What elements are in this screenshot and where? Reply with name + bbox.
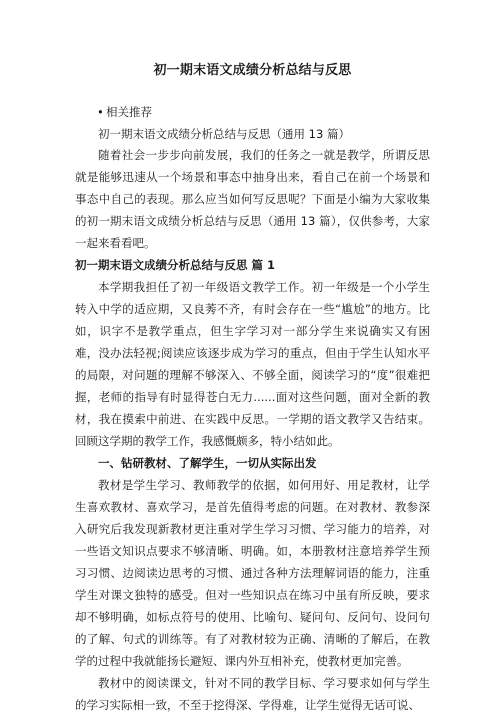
related-recommend-item[interactable] <box>75 102 430 122</box>
bullet-dot-icon: • <box>97 105 104 119</box>
document-title: 初一期末语文成绩分析总结与反思 <box>153 63 352 78</box>
related-recommend-label: 相关推荐 <box>106 105 152 119</box>
article-heading: 初一期末语文成绩分析总结与反思 篇 1 <box>75 258 276 272</box>
intro-paragraph: 随着社会一步步向前发展，我们的任务之一就是教学，所谓反思就是能够迅速从一个场景和事态中抽身出来，看自己在前一个场景和事态中自己的表现。那么应当如何写反思呢？下面是小编为大家收集的初一期末语文成绩分析总结与反思（通用 13 篇），仅供参考，大家一起来看看吧。 <box>75 148 430 250</box>
body-paragraph-1: 本学期我担任了初一年级语文教学工作。初一年级是一个小学生转入中学的适应期，又良莠不齐，有时会存在一些“尴尬”的地方。比如，识字不是教学重点，但生字学习对一部分学生来说确实又有困难，没办法轻视;阅读应该逐步成为学习的重点，但由于学生认知水平的局限，对问题的理解不够深入、不够全面，阅读学习的“度”很难把握，老师的指导有时显得苍白无力......面对这些问题，面对全新的教材，我在摸索中前进、在实践中反思。一学期的语文教学又告结束。回顾这学期的教学工作，我感慨颇多，特小结如此。 <box>75 280 430 448</box>
section-heading-1: 一、钻研教材、了解学生，一切从实际出发 <box>98 456 317 470</box>
body-paragraph-2: 教材是学生学习、教师教学的依据，如何用好、用足教材，让学生喜欢教材、喜欢学习，是首先值得考虑的问题。在对教材、教参深入研究后我发现新教材更注重对学生学习习惯、学习能力的培养，对一些语文知识点要求不够清晰、明确。如，本册教材注意培养学生预习习惯、边阅读边思考的习惯、通过各种方法理解词语的能力，注重学生对课文独特的感受。但对一些知识点在练习中虽有所反映，要求却不够明确，如标点符号的使用、比喻句、疑问句、反问句、设问句的了解、句式的训练等。有了对教材较为正确、清晰的了解后，在教学的过程中我就能扬长避短、课内外互相补充，使教材更加完善。 <box>75 478 430 668</box>
body-paragraph-3: 教材中的阅读课文，针对不同的教学目标、学习要求如何与学生的学习实际相一致，不至于挖得深、学得难，让学生觉得无话可说、 <box>75 676 430 712</box>
recommend-article-title: 初一期末语文成绩分析总结与反思（通用 13 篇） <box>98 127 350 141</box>
